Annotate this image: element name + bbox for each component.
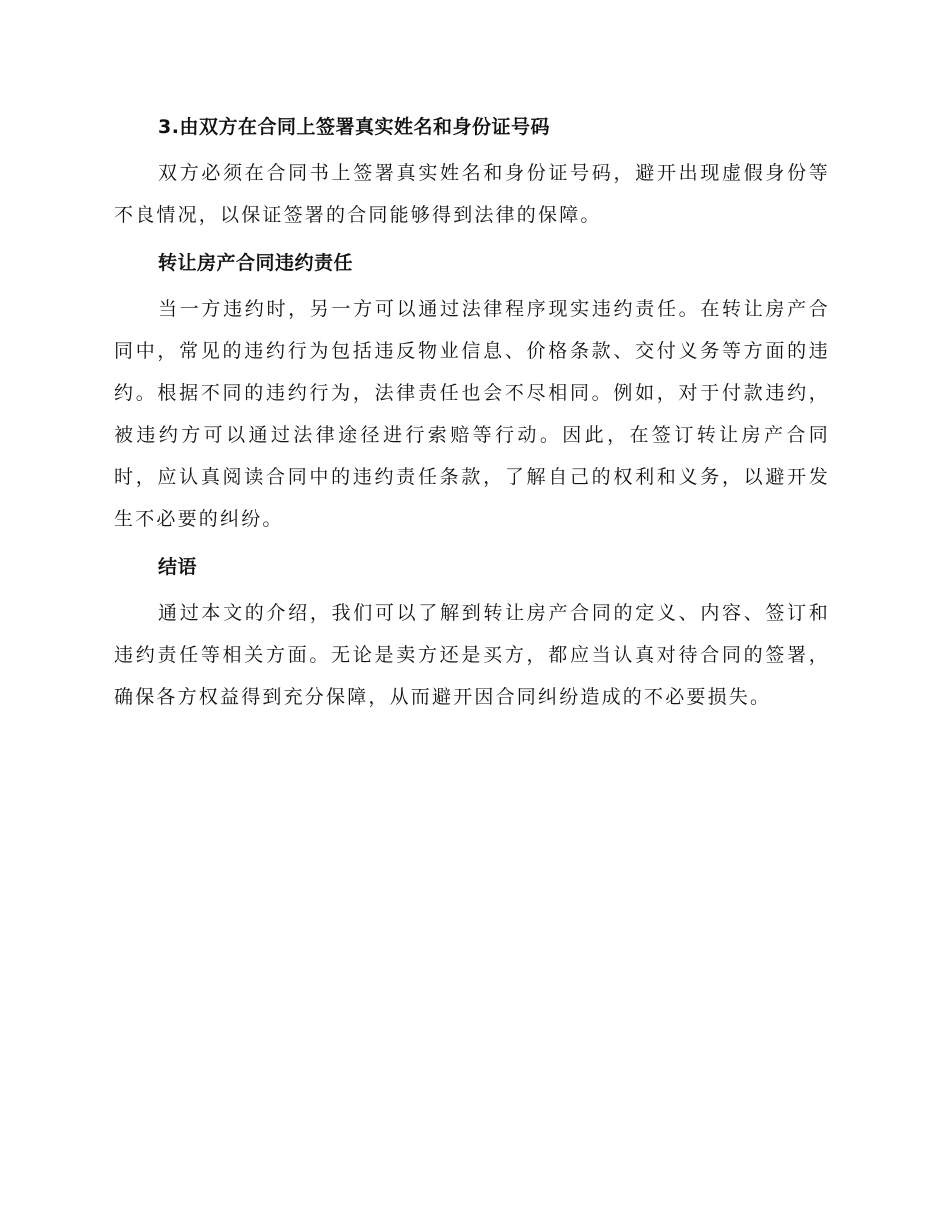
section-heading-signature: 3.由双方在合同上签署真实姓名和身份证号码 — [158, 116, 550, 138]
document-body — [114, 110, 830, 728]
section-paragraph-conclusion: 通过本文的介绍，我们可以了解到转让房产合同的定义、内容、签订和违约责任等相关方面。无论是卖方还是买方，都应当认真对待合同的签署，确保各方权益得到充分保障，从而避开因合同纠纷造成的不必要损失。 — [114, 602, 830, 708]
section-paragraph-signature: 双方必须在合同书上签署真实姓名和身份证号码，避开出现虚假身份等不良情况，以保证签署的合同能够得到法律的保障。 — [114, 162, 830, 226]
section-heading-conclusion: 结语 — [158, 556, 198, 578]
section-heading-breach-liability: 转让房产合同违约责任 — [158, 252, 354, 274]
section-paragraph-breach-liability: 当一方违约时，另一方可以通过法律程序现实违约责任。在转让房产合同中，常见的违约行为包括违反物业信息、价格条款、交付义务等方面的违约。根据不同的违约行为，法律责任也会不尽相同。例如，对于付款违约，被违约方可以通过法律途径进行索赔等行动。因此，在签订转让房产合同时，应认真阅读合同中的违约责任条款，了解自己的权利和义务，以避开发生不必要的纠纷。 — [114, 298, 830, 530]
